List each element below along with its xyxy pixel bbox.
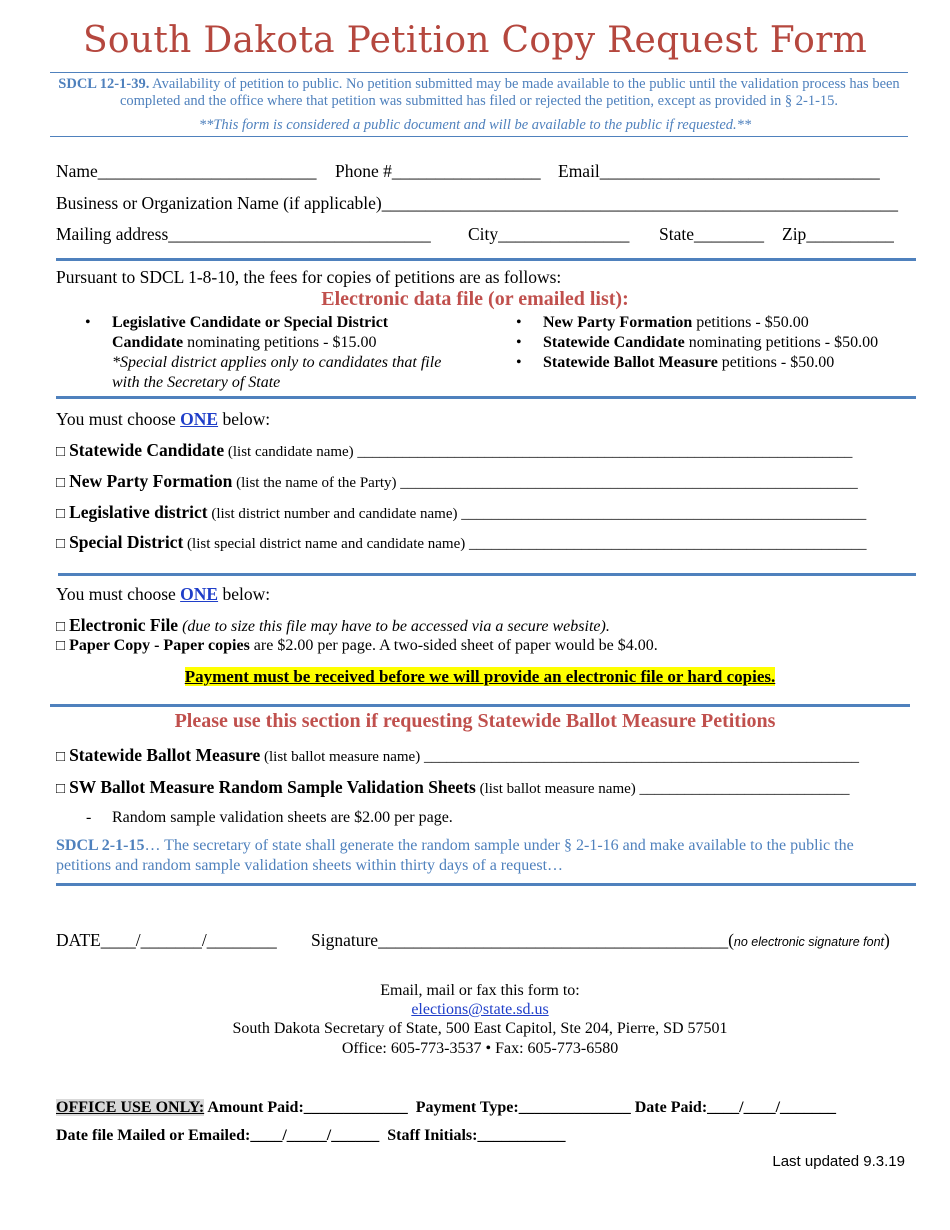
option-hint: (list ballot measure name) <box>475 781 640 797</box>
staff-initials-field[interactable]: ___________ <box>477 1127 566 1144</box>
option-label: New Party Formation <box>69 471 233 491</box>
option-hint: (list ballot measure name) <box>260 749 424 765</box>
amount-paid-field[interactable]: _____________ <box>303 1099 408 1116</box>
checkbox-icon[interactable]: □ <box>56 619 66 635</box>
payment-type-label: Payment Type: <box>415 1099 519 1116</box>
ballot-section-heading: Please use this section if requesting Statewide Ballot Measure Petitions <box>174 710 776 732</box>
option-label: SW Ballot Measure Random Sample Validation Sheets <box>69 777 476 797</box>
date-paid-field[interactable]: ____/____/_______ <box>707 1099 837 1116</box>
phone-label: Phone # <box>335 161 392 181</box>
dash-marker: - <box>86 809 92 826</box>
option-label: Paper Copy - Paper copies <box>69 637 250 654</box>
choose-prefix: You must choose <box>56 584 181 604</box>
statewide-candidate-option[interactable] <box>56 440 852 461</box>
date-mailed-label: Date file Mailed or Emailed: <box>56 1127 251 1144</box>
email-label: Email <box>558 161 600 181</box>
fee-text: nominating petitions - $50.00 <box>684 334 879 351</box>
checkbox-icon[interactable]: □ <box>56 444 66 460</box>
fee-text: petitions - $50.00 <box>692 314 809 331</box>
checkbox-icon[interactable]: □ <box>56 506 66 522</box>
business-row <box>56 193 898 214</box>
zip-field[interactable]: __________ <box>806 224 894 244</box>
option-note: (due to size this file may have to be accessed via a secure website). <box>178 618 610 635</box>
option-note: are $2.00 per page. A two-sided sheet of paper would be $4.00. <box>249 637 658 654</box>
checkbox-icon[interactable]: □ <box>56 475 66 491</box>
sdcl-code: SDCL 12-1-39. <box>58 76 150 92</box>
divider <box>56 883 916 886</box>
sdcl-2-1-15-notice <box>56 836 901 876</box>
payment-type-field[interactable]: ______________ <box>518 1099 631 1116</box>
divider <box>50 704 910 707</box>
page-title: South Dakota Petition Copy Request Form <box>82 20 868 61</box>
option-field[interactable]: ____________________________ <box>639 781 850 797</box>
divider <box>50 72 908 73</box>
signature-row <box>311 930 890 951</box>
random-sample-option[interactable] <box>56 777 850 798</box>
list-item <box>85 313 452 353</box>
bullet-icon: • <box>85 314 91 331</box>
city-label: City <box>468 224 499 244</box>
signature-note: no electronic signature font <box>733 935 884 949</box>
mailing-label: Mailing address <box>56 224 169 244</box>
phone-row <box>335 161 541 182</box>
sdcl-text: … The secretary of state shall generate the random sample under § 2-1-16 and make available to the public the petitions and random sample validation sheets within thirty days of a request… <box>56 837 854 874</box>
one-emphasis: ONE <box>180 584 219 604</box>
last-updated: Last updated 9.3.19 <box>772 1153 905 1170</box>
choose-prefix: You must choose <box>56 409 181 429</box>
fee-text: nominating petitions - $15.00 <box>183 334 377 351</box>
contact-email-row <box>0 1000 950 1019</box>
fee-bold: Statewide Ballot Measure <box>543 354 718 371</box>
option-hint: (list district number and candidate name) <box>207 506 462 522</box>
city-field[interactable]: _______________ <box>498 224 630 244</box>
signature-label: Signature <box>311 930 379 950</box>
option-hint: (list the name of the Party) <box>232 475 401 491</box>
choose-one-heading <box>56 409 270 430</box>
elections-email-link[interactable]: elections@state.sd.us <box>411 1001 549 1018</box>
phone-field[interactable]: _________________ <box>391 161 541 181</box>
name-field[interactable]: _________________________ <box>97 161 317 181</box>
checkbox-icon[interactable]: □ <box>56 781 66 797</box>
checkbox-icon[interactable]: □ <box>56 638 66 654</box>
mailing-field[interactable]: ______________________________ <box>168 224 431 244</box>
name-row <box>56 161 317 182</box>
sig-paren-close: ) <box>884 930 890 950</box>
fees-left-column <box>85 313 452 393</box>
name-label: Name <box>56 161 98 181</box>
list-item <box>516 313 923 333</box>
date-row <box>56 930 277 951</box>
random-sample-fee-note: Random sample validation sheets are $2.00 per page. <box>112 809 453 826</box>
choose-suffix: below: <box>218 409 271 429</box>
choose-suffix: below: <box>218 584 271 604</box>
bullet-icon: • <box>516 354 522 371</box>
sdcl-text: Availability of petition to public. No petition submitted may be made available to the public until the validation process has been completed and the office where that petition was submitted has filed or rejected the petition, except as provided in § 2-1-15. <box>119 76 900 109</box>
divider <box>56 396 916 399</box>
new-party-option[interactable] <box>56 471 858 492</box>
option-label: Statewide Ballot Measure <box>69 745 261 765</box>
bullet-icon: • <box>516 314 522 331</box>
option-label: Legislative district <box>69 502 208 522</box>
legislative-district-option[interactable] <box>56 502 866 523</box>
option-label: Special District <box>69 532 184 552</box>
option-field[interactable]: ______________________________________________________ <box>461 506 867 522</box>
fees-right-column <box>516 313 923 373</box>
contact-address: South Dakota Secretary of State, 500 East Capitol, Ste 204, Pierre, SD 57501 <box>232 1020 728 1037</box>
staff-initials-label: Staff Initials: <box>387 1127 478 1144</box>
fees-intro: Pursuant to SDCL 1-8-10, the fees for copies of petitions are as follows: <box>56 267 562 287</box>
city-row <box>468 224 629 245</box>
option-field[interactable]: _____________________________________________________________ <box>400 475 858 491</box>
signature-field[interactable]: ________________________________________ <box>378 930 729 950</box>
sig-paren-open: ( <box>728 930 734 950</box>
date-field[interactable]: ____/_______/________ <box>100 930 277 950</box>
list-item <box>516 333 923 353</box>
fee-bold: Statewide Candidate <box>543 334 685 351</box>
contact-intro: Email, mail or fax this form to: <box>380 982 580 999</box>
public-document-note: **This form is considered a public document and will be available to the public if requested.** <box>198 117 752 133</box>
one-emphasis: ONE <box>180 409 219 429</box>
special-district-note: *Special district applies only to candidates that file with the Secretary of State <box>112 354 442 391</box>
sdcl-code: SDCL 2-1-15 <box>56 837 145 854</box>
zip-label: Zip <box>782 224 807 244</box>
option-label: Electronic File <box>69 615 179 635</box>
state-field[interactable]: ________ <box>694 224 764 244</box>
office-use-row <box>56 1099 836 1117</box>
checkbox-icon[interactable]: □ <box>56 749 66 765</box>
payment-notice: Payment must be received before we will provide an electronic file or hard copies. <box>184 667 776 686</box>
checkbox-icon[interactable]: □ <box>56 536 66 552</box>
email-field[interactable]: ________________________________ <box>599 161 880 181</box>
statewide-ballot-measure-option[interactable] <box>56 745 859 766</box>
office-mailed-row <box>56 1127 565 1145</box>
option-field[interactable]: __________________________________________________________________ <box>357 444 853 460</box>
email-row <box>558 161 880 182</box>
option-field[interactable]: _____________________________________________________ <box>469 536 867 552</box>
fee-text: petitions - $50.00 <box>717 354 835 371</box>
office-use-label: OFFICE USE ONLY: <box>56 1099 205 1116</box>
option-hint: (list candidate name) <box>224 444 358 460</box>
paper-copy-option[interactable] <box>56 637 658 655</box>
option-hint: (list special district name and candidate name) <box>183 536 470 552</box>
choose-one-heading-2 <box>56 584 270 605</box>
state-label: State <box>659 224 694 244</box>
payment-notice-row <box>0 667 950 687</box>
business-field[interactable]: ___________________________________________________________ <box>381 193 899 213</box>
fees-heading: Electronic data file (or emailed list): <box>321 288 629 310</box>
contact-phones: Office: 605-773-3537 • Fax: 605-773-6580 <box>341 1040 619 1057</box>
bullet-icon: • <box>516 334 522 351</box>
date-mailed-field[interactable]: ____/_____/______ <box>250 1127 380 1144</box>
date-paid-label: Date Paid: <box>634 1099 708 1116</box>
zip-row <box>782 224 894 245</box>
business-label: Business or Organization Name (if applicable) <box>56 193 382 213</box>
divider <box>50 136 908 137</box>
state-row <box>659 224 764 245</box>
special-district-option[interactable] <box>56 532 867 553</box>
sdcl-12-1-39-notice <box>50 76 908 110</box>
divider <box>56 258 916 261</box>
amount-paid-label: Amount Paid: <box>207 1099 304 1116</box>
divider <box>58 573 916 576</box>
electronic-file-option[interactable] <box>56 615 610 636</box>
option-label: Statewide Candidate <box>69 440 225 460</box>
mailing-row <box>56 224 431 245</box>
list-item <box>516 353 923 373</box>
fee-bold: Legislative Candidate or Special District Candidate <box>112 314 389 351</box>
fee-bold: New Party Formation <box>543 314 693 331</box>
option-field[interactable]: __________________________________________________________ <box>423 749 859 765</box>
date-label: DATE <box>56 930 101 950</box>
